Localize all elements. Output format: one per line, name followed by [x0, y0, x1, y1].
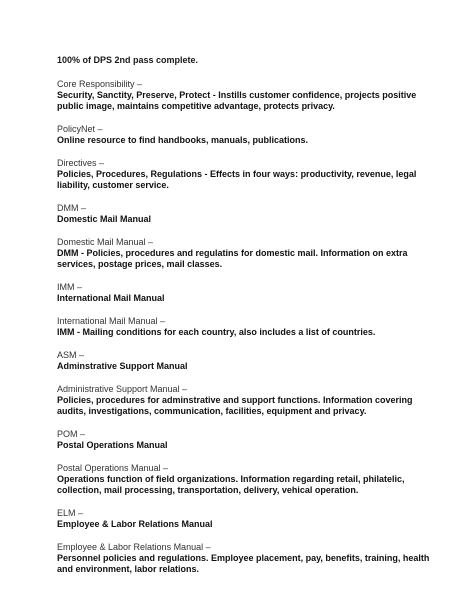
glossary-entry: [57, 79, 437, 112]
glossary-entry: [57, 316, 437, 338]
glossary-entry: [57, 282, 437, 304]
glossary-entry: [57, 542, 437, 575]
entry-term: Domestic Mail Manual –: [57, 237, 154, 247]
entry-term: International Mail Manual –: [57, 316, 166, 326]
entry-definition: Online resource to find handbooks, manuals, publications.: [57, 135, 309, 145]
glossary-entry: [57, 463, 437, 496]
entry-term: POM –: [57, 429, 86, 439]
entry-term: DMM –: [57, 203, 86, 213]
glossary-entry: [57, 158, 437, 191]
glossary-entry: [57, 237, 437, 270]
progress-note: 100% of DPS 2nd pass complete.: [57, 55, 199, 65]
entry-term: PolicyNet –: [57, 124, 103, 134]
entry-term: Employee & Labor Relations Manual –: [57, 542, 211, 552]
entry-definition: Security, Sanctity, Preserve, Protect - Instills customer confidence, projects positive public image, maintains competitive advantage, protects privacy.: [57, 90, 417, 111]
entry-term: Administrative Support Manual –: [57, 384, 188, 394]
entry-term: Core Responsibility –: [57, 79, 143, 89]
glossary-entry: [57, 350, 437, 372]
entry-definition: Policies, procedures for adminstrative and support functions. Information covering audits, investigations, communication, facilities, equipment and privacy.: [57, 395, 413, 416]
document-content: [57, 55, 437, 587]
entry-term: Directives –: [57, 158, 105, 168]
glossary-entry: [57, 124, 437, 146]
entry-definition: Postal Operations Manual: [57, 440, 168, 450]
entry-definition: Operations function of field organizations. Information regarding retail, philatelic, collection, mail processing, transportation, delivery, vehical operation.: [57, 474, 405, 495]
entry-definition: Employee & Labor Relations Manual: [57, 519, 213, 529]
glossary-entry: [57, 429, 437, 451]
glossary-entry: [57, 384, 437, 417]
glossary-entry: [57, 508, 437, 530]
entry-definition: International Mail Manual: [57, 293, 165, 303]
entry-definition: Policies, Procedures, Regulations - Effects in four ways: productivity, revenue, legal liability, customer service.: [57, 169, 417, 190]
entry-term: ELM –: [57, 508, 84, 518]
entry-definition: Domestic Mail Manual: [57, 214, 152, 224]
entry-term: Postal Operations Manual –: [57, 463, 169, 473]
entry-definition: Adminstrative Support Manual: [57, 361, 188, 371]
glossary-entry: [57, 203, 437, 225]
entry-definition: DMM - Policies, procedures and regulatins for domestic mail. Information on extra services, postage prices, mail classes.: [57, 248, 408, 269]
entry-term: ASM –: [57, 350, 85, 360]
entry-definition: IMM - Mailing conditions for each country, also includes a list of countries.: [57, 327, 376, 337]
entry-term: IMM –: [57, 282, 83, 292]
entry-definition: Personnel policies and regulations. Employee placement, pay, benefits, training, health and environment, labor relations.: [57, 553, 430, 574]
